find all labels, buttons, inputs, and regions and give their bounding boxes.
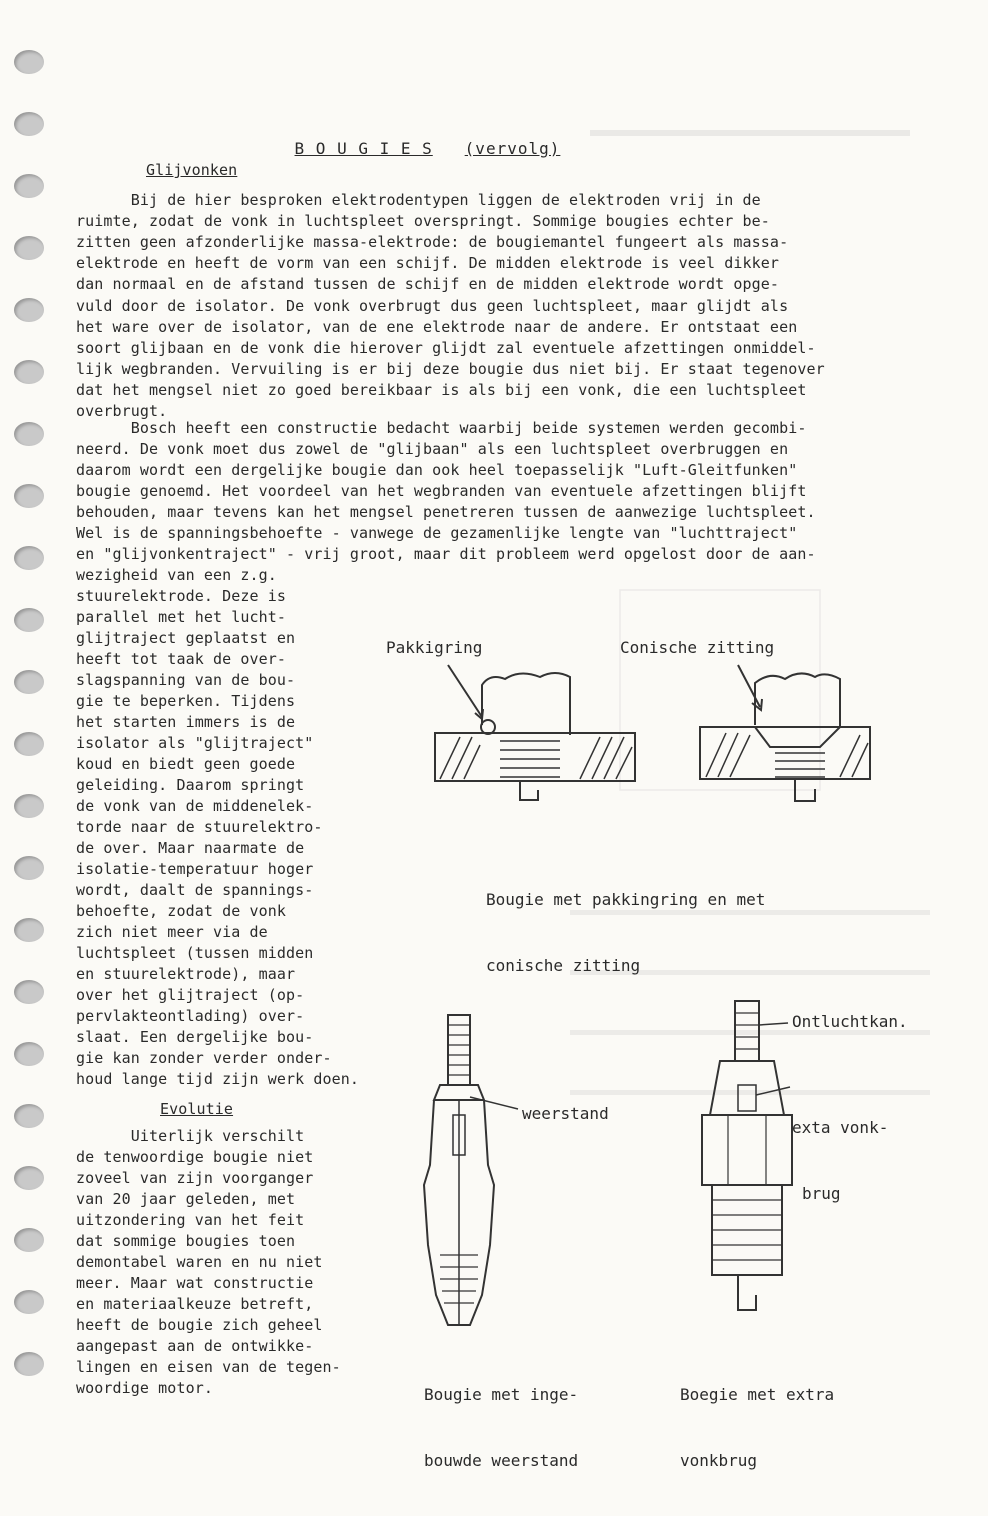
label-extra-vonkbrug xyxy=(792,1073,888,1249)
text-line: aangepast aan de ontwikke- xyxy=(76,1337,314,1355)
text-line: wordt, daalt de spannings- xyxy=(76,881,314,899)
text-line: van 20 jaar geleden, met xyxy=(76,1190,296,1208)
text-line: vuld door de isolator. De vonk overbrugt dus geen luchtspleet, maar glijdt als xyxy=(76,297,789,315)
text-line: en stuurelektrode), maar xyxy=(76,965,296,983)
text-line: elektrode en heeft de vorm van een schijf. De midden elektrode is veel dikker xyxy=(76,254,780,272)
text-line: torde naar de stuurelektro- xyxy=(76,818,323,836)
pointer-line xyxy=(759,1023,788,1025)
insulator-top xyxy=(434,1085,484,1100)
text-line: slaat. Een dergelijke bou- xyxy=(76,1028,314,1046)
text-line: Bij de hier besproken elektrodentypen liggen de elektroden vrij in de xyxy=(76,191,761,209)
text-line: parallel met het lucht- xyxy=(76,608,287,626)
text-line: demontabel waren en nu niet xyxy=(76,1253,323,1271)
text-line: heeft tot taak de over- xyxy=(76,650,287,668)
ground-electrode xyxy=(738,1275,756,1310)
text-line: gie te beperken. Tijdens xyxy=(76,692,296,710)
page-title xyxy=(252,116,560,181)
text-line: uitzondering van het feit xyxy=(76,1211,305,1229)
text-line: gie kan zonder verder onder- xyxy=(76,1049,332,1067)
cylinder-head-left xyxy=(435,733,635,781)
electrode-left xyxy=(520,781,538,800)
caption-bougie-weerstand xyxy=(424,1340,578,1516)
hex-lines xyxy=(728,1115,766,1185)
text-line: slagspanning van de bou- xyxy=(76,671,296,689)
sealing-ring xyxy=(481,720,495,734)
caption-line: Bougie met pakkingring en met xyxy=(486,890,766,909)
thread-left xyxy=(500,741,560,777)
text-line: Bosch heeft een constructie bedacht waarbij beide systemen werden gecombi- xyxy=(76,419,807,437)
text-line: meer. Maar wat constructie xyxy=(76,1274,314,1292)
text-line: isolator als "glijtraject" xyxy=(76,734,314,752)
label-pakkingring: Pakkigring xyxy=(386,638,483,657)
text-line: de tenwoordige bougie niet xyxy=(76,1148,314,1166)
thread-right xyxy=(775,753,825,777)
punch-hole xyxy=(14,1290,44,1314)
text-line: isolatie-temperatuur hoger xyxy=(76,860,314,878)
label-ontluchtkanaal: Ontluchtkan. xyxy=(792,1012,908,1031)
text-line: dat sommige bougies toen xyxy=(76,1232,296,1250)
punch-hole xyxy=(14,608,44,632)
hatch-left xyxy=(440,737,632,779)
terminal-ribs xyxy=(448,1025,470,1075)
thread xyxy=(712,1200,782,1260)
figure-pakkingring-conische-zitting xyxy=(420,655,870,825)
label-line: brug xyxy=(802,1184,841,1203)
pointer-line xyxy=(756,1087,790,1095)
conical-seat xyxy=(755,727,840,747)
text-line: het starten immers is de xyxy=(76,713,296,731)
text-line: bougie genoemd. Het voordeel van het wegbranden van eventuele afzettingen blijft xyxy=(76,482,807,500)
punch-hole xyxy=(14,298,44,322)
punch-hole xyxy=(14,236,44,260)
punch-hole xyxy=(14,1352,44,1376)
punch-hole xyxy=(14,1104,44,1128)
text-line: geleiding. Daarom springt xyxy=(76,776,305,794)
caption-line: Bougie met inge- xyxy=(424,1385,579,1404)
caption-line: Boegie met extra xyxy=(680,1385,835,1404)
text-line: lingen en eisen van de tegen- xyxy=(76,1358,341,1376)
punch-hole xyxy=(14,980,44,1004)
section-title-evolutie: Evolutie xyxy=(160,1100,234,1118)
text-line: overbrugt. xyxy=(76,402,168,420)
punch-hole xyxy=(14,1228,44,1252)
text-line: dan normaal en de afstand tussen de schijf en de midden elektrode wordt opge- xyxy=(76,275,780,293)
punch-hole xyxy=(14,1166,44,1190)
text-line: lijk wegbranden. Vervuiling is er bij deze bougie dus niet bij. Er staat tegenover xyxy=(76,360,825,378)
punch-hole xyxy=(14,174,44,198)
spark-gap xyxy=(738,1085,756,1111)
text-line: daarom wordt een dergelijke bougie dan ook heel toepasselijk "Luft-Gleitfunken" xyxy=(76,461,798,479)
text-line: Wel is de spanningsbehoefte - vanwege de gezamenlijke lengte van "luchttraject" xyxy=(76,524,798,542)
text-line: behouden, maar tevens kan het mengsel penetreren tussen de aanwezige luchtspleet. xyxy=(76,503,816,521)
punch-hole xyxy=(14,918,44,942)
text-line: de vonk van de middenelek- xyxy=(76,797,314,815)
text-line: en materiaalkeuze betreft, xyxy=(76,1295,314,1313)
text-line: wezigheid van een z.g. xyxy=(76,566,277,584)
figure-bougie-weerstand xyxy=(400,1005,510,1340)
punch-hole xyxy=(14,422,44,446)
text-line: glijtraject geplaatst en xyxy=(76,629,296,647)
text-line: de over. Maar naarmate de xyxy=(76,839,305,857)
punch-hole xyxy=(14,484,44,508)
caption-line: vonkbrug xyxy=(680,1451,758,1470)
text-line: en "glijvonkentraject" - vrij groot, maar dit probleem werd opgelost door de aan- xyxy=(76,545,816,563)
label-conische-zitting: Conische zitting xyxy=(620,638,775,657)
text-line: koud en biedt geen goede xyxy=(76,755,296,773)
label-line: exta vonk- xyxy=(792,1118,889,1137)
punch-hole xyxy=(14,856,44,880)
punch-hole xyxy=(14,360,44,384)
punch-hole xyxy=(14,732,44,756)
text-line: woordige motor. xyxy=(76,1379,213,1397)
punch-hole xyxy=(14,1042,44,1066)
text-line: pervlakteontlading) over- xyxy=(76,1007,305,1025)
text-line: behoefte, zodat de vonk xyxy=(76,902,287,920)
insulator xyxy=(710,1061,784,1115)
text-line: zoveel van zijn voorganger xyxy=(76,1169,314,1187)
punch-hole xyxy=(14,50,44,74)
caption-line: conische zitting xyxy=(486,956,641,975)
terminal-ribs xyxy=(735,1013,759,1049)
text-line: ruimte, zodat de vonk in luchtspleet overspringt. Sommige bougies echter be- xyxy=(76,212,770,230)
pointer-line xyxy=(738,665,760,707)
text-line: zich niet meer via de xyxy=(76,923,268,941)
text-line: soort glijbaan en de vonk die hierover glijdt zal eventuele afzettingen onmiddel- xyxy=(76,339,816,357)
text-line: over het glijtraject (op- xyxy=(76,986,305,1004)
label-weerstand: weerstand xyxy=(522,1104,609,1123)
plug-body-right xyxy=(755,673,840,727)
hatch-right xyxy=(706,733,868,777)
text-line: heeft de bougie zich geheel xyxy=(76,1316,323,1334)
terminal xyxy=(735,1001,759,1061)
text-line: stuurelektrode. Deze is xyxy=(76,587,287,605)
hex-nut xyxy=(702,1115,792,1185)
caption-bougie-vonkbrug xyxy=(680,1340,834,1516)
punch-hole xyxy=(14,546,44,570)
text-line: neerd. De vonk moet dus zowel de "glijbaan" als een luchtspleet overbruggen en xyxy=(76,440,789,458)
text-line: dat het mengsel niet zo goed bereikbaar is als bij een vonk, die een luchtspleet xyxy=(76,381,807,399)
title-main: B O U G I E S xyxy=(294,138,433,158)
punch-hole xyxy=(14,670,44,694)
title-sub: (vervolg) xyxy=(464,138,561,158)
punch-hole xyxy=(14,794,44,818)
pointer-line xyxy=(448,665,482,717)
text-line: houd lange tijd zijn werk doen. xyxy=(76,1070,360,1088)
section-title-glijvonken: Glijvonken xyxy=(146,161,238,179)
text-line: Uiterlijk verschilt xyxy=(76,1127,305,1145)
punch-hole xyxy=(14,112,44,136)
electrode-right xyxy=(795,779,815,801)
caption-line: bouwde weerstand xyxy=(424,1451,579,1470)
figure-bougie-vonkbrug xyxy=(690,995,805,1330)
text-line: zitten geen afzonderlijke massa-elektrode: de bougiemantel fungeert als massa- xyxy=(76,233,789,251)
text-line: het ware over de isolator, van de ene elektrode naar de andere. Er ontstaat een xyxy=(76,318,798,336)
pointer-line xyxy=(470,1097,518,1109)
text-line: luchtspleet (tussen midden xyxy=(76,944,314,962)
